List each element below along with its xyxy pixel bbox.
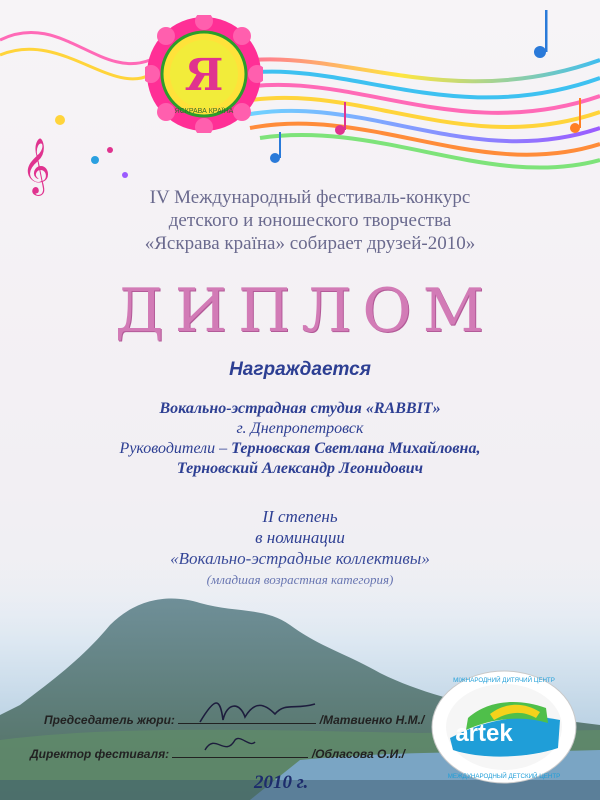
nomination-prefix: в номинации (255, 528, 345, 547)
header-decoration (0, 0, 600, 200)
emblem-letters: Я (184, 50, 224, 101)
title-line-1: IV Международный фестиваль-конкурс (149, 187, 471, 208)
awarded-heading: Награждается (229, 359, 371, 380)
leader-2: Терновский Александр Леонидович (176, 460, 424, 477)
artek-wordmark: artek (455, 720, 513, 747)
jury-name: /Матвиенко Н.М./ (319, 713, 425, 727)
director-name: /Обласова О.И./ (311, 747, 405, 761)
music-notes (22, 10, 581, 196)
festival-emblem (145, 15, 263, 133)
leaders-prefix: Руководители – (119, 440, 228, 457)
artek-ring-top: МІЖНАРОДНИЙ ДИТЯЧИЙ ЦЕНТР (453, 677, 555, 684)
title-line-3: «Яскрава країна» собирает друзей-2010» (144, 233, 476, 254)
studio-name: Вокально-эстрадная студия «RABBIT» (159, 400, 441, 417)
rainbow-swooshes (0, 32, 600, 167)
emblem-caption: ЯСКРАВА КРАЇНА (174, 108, 234, 115)
jury-handwritten-signature (195, 692, 325, 732)
festival-title (60, 186, 560, 255)
degree: II степень (262, 507, 338, 526)
artek-logo (428, 668, 580, 786)
year: 2010 г. (254, 772, 309, 793)
city: г. Днепропетровск (236, 420, 364, 437)
director-label: Директор фестиваля: (30, 747, 170, 761)
title-line-2: детского и юношеского творчества (168, 210, 452, 231)
svg-text:𝄞: 𝄞 (22, 138, 51, 194)
artek-ring-bottom: МЕЖДУНАРОДНЫЙ ДЕТСКИЙ ЦЕНТР (447, 773, 561, 780)
director-handwritten-signature (200, 730, 260, 760)
award-details (30, 399, 570, 479)
diploma-heading: ДИПЛОМ (114, 276, 496, 346)
leader-1: Терновская Светлана Михайловна, (231, 440, 481, 457)
jury-label: Председатель жюри: (44, 713, 175, 727)
